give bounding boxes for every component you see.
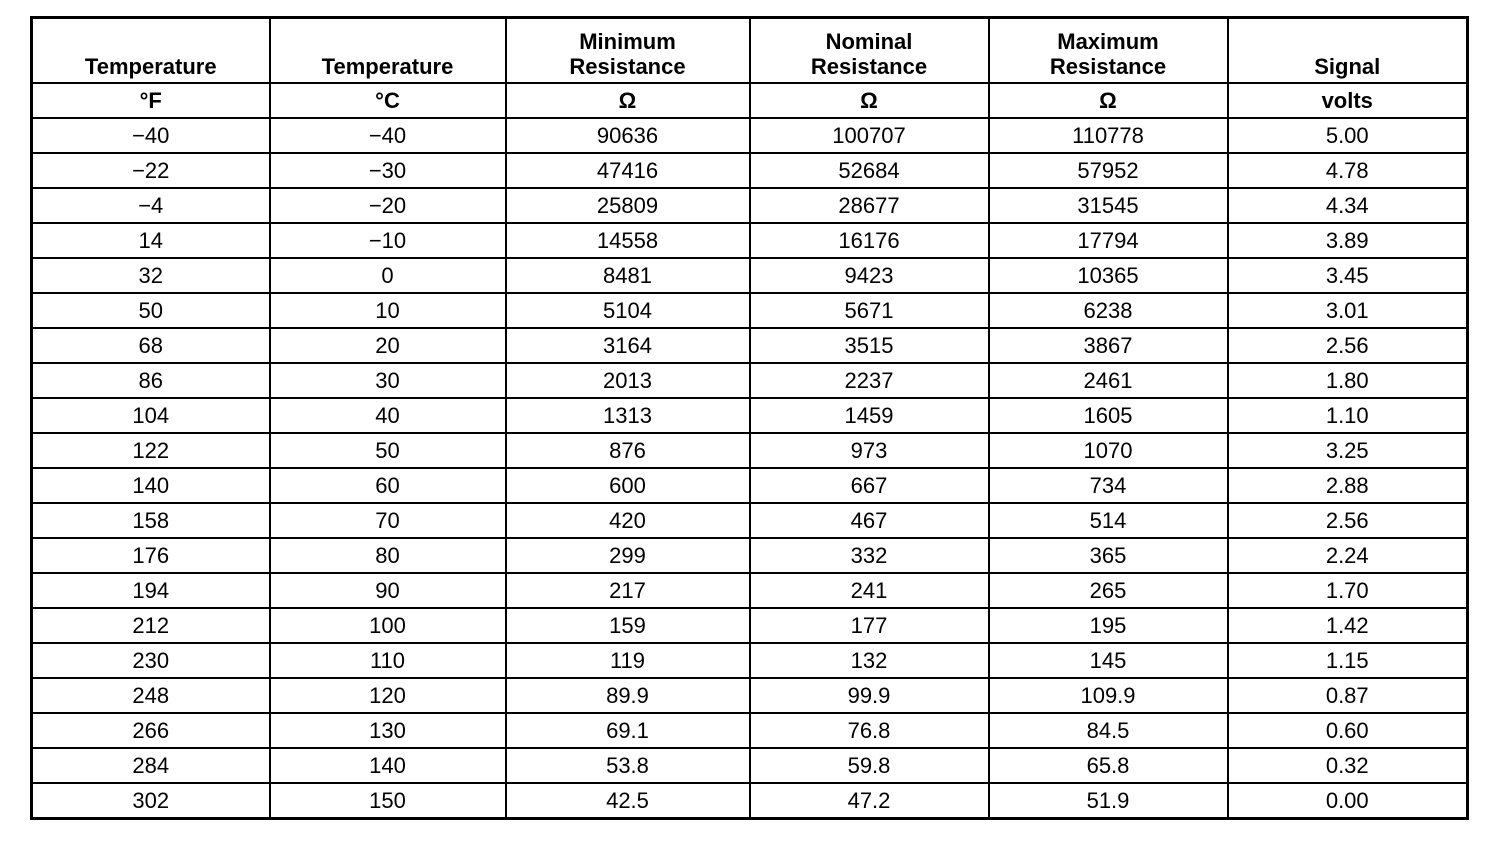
temp-c-cell: 150 xyxy=(270,783,506,819)
signal-cell: 1.10 xyxy=(1228,398,1468,433)
table-row xyxy=(32,258,1468,293)
header-signal xyxy=(1228,18,1468,84)
header-maximum-resistance xyxy=(989,18,1228,84)
table-row xyxy=(32,538,1468,573)
signal-cell: 3.25 xyxy=(1228,433,1468,468)
min-resistance-cell: 420 xyxy=(506,503,750,538)
min-resistance-cell: 1313 xyxy=(506,398,750,433)
unit-volts: volts xyxy=(1228,83,1468,118)
min-resistance-cell: 8481 xyxy=(506,258,750,293)
temp-c-cell: 70 xyxy=(270,503,506,538)
temp-f-cell: 14 xyxy=(32,223,270,258)
table-row xyxy=(32,713,1468,748)
signal-cell: 5.00 xyxy=(1228,118,1468,153)
header-row xyxy=(32,18,1468,84)
temp-c-cell: 10 xyxy=(270,293,506,328)
temp-f-cell: 266 xyxy=(32,713,270,748)
table-row xyxy=(32,398,1468,433)
temp-f-cell: 158 xyxy=(32,503,270,538)
table-row xyxy=(32,118,1468,153)
signal-cell: 4.34 xyxy=(1228,188,1468,223)
min-resistance-cell: 53.8 xyxy=(506,748,750,783)
header-text: Nominal xyxy=(825,29,913,54)
header-text: Resistance xyxy=(810,54,928,79)
temp-c-cell: 60 xyxy=(270,468,506,503)
temp-f-cell: 122 xyxy=(32,433,270,468)
signal-cell: 2.56 xyxy=(1228,328,1468,363)
min-resistance-cell: 89.9 xyxy=(506,678,750,713)
signal-cell: 3.45 xyxy=(1228,258,1468,293)
min-resistance-cell: 2013 xyxy=(506,363,750,398)
resistance-table xyxy=(30,16,1469,820)
max-resistance-cell: 51.9 xyxy=(989,783,1228,819)
temp-c-cell: 80 xyxy=(270,538,506,573)
unit-ohm-max: Ω xyxy=(989,83,1228,118)
temp-f-cell: 50 xyxy=(32,293,270,328)
max-resistance-cell: 6238 xyxy=(989,293,1228,328)
max-resistance-cell: 109.9 xyxy=(989,678,1228,713)
temp-c-cell: 120 xyxy=(270,678,506,713)
nominal-resistance-cell: 59.8 xyxy=(750,748,989,783)
signal-cell: 0.87 xyxy=(1228,678,1468,713)
nominal-resistance-cell: 28677 xyxy=(750,188,989,223)
nominal-resistance-cell: 99.9 xyxy=(750,678,989,713)
header-text: Resistance xyxy=(1049,54,1167,79)
temp-c-cell: 90 xyxy=(270,573,506,608)
temp-f-cell: 230 xyxy=(32,643,270,678)
unit-ohm-nominal: Ω xyxy=(750,83,989,118)
nominal-resistance-cell: 5671 xyxy=(750,293,989,328)
temp-f-cell: −22 xyxy=(32,153,270,188)
table-row xyxy=(32,328,1468,363)
nominal-resistance-cell: 132 xyxy=(750,643,989,678)
temp-c-cell: 50 xyxy=(270,433,506,468)
temp-f-cell: −4 xyxy=(32,188,270,223)
header-minimum-resistance xyxy=(506,18,750,84)
min-resistance-cell: 119 xyxy=(506,643,750,678)
temp-c-cell: 30 xyxy=(270,363,506,398)
temp-c-cell: −20 xyxy=(270,188,506,223)
max-resistance-cell: 110778 xyxy=(989,118,1228,153)
signal-cell: 2.24 xyxy=(1228,538,1468,573)
min-resistance-cell: 90636 xyxy=(506,118,750,153)
temp-c-cell: −10 xyxy=(270,223,506,258)
max-resistance-cell: 1070 xyxy=(989,433,1228,468)
table-row xyxy=(32,678,1468,713)
signal-cell: 1.42 xyxy=(1228,608,1468,643)
nominal-resistance-cell: 667 xyxy=(750,468,989,503)
table-row xyxy=(32,223,1468,258)
temp-c-cell: 130 xyxy=(270,713,506,748)
max-resistance-cell: 17794 xyxy=(989,223,1228,258)
min-resistance-cell: 299 xyxy=(506,538,750,573)
unit-ohm-min: Ω xyxy=(506,83,750,118)
min-resistance-cell: 600 xyxy=(506,468,750,503)
table-row xyxy=(32,433,1468,468)
max-resistance-cell: 265 xyxy=(989,573,1228,608)
header-temperature-c xyxy=(270,18,506,84)
temp-f-cell: 176 xyxy=(32,538,270,573)
temp-c-cell: 100 xyxy=(270,608,506,643)
nominal-resistance-cell: 16176 xyxy=(750,223,989,258)
max-resistance-cell: 734 xyxy=(989,468,1228,503)
temp-c-cell: −40 xyxy=(270,118,506,153)
temp-f-cell: 68 xyxy=(32,328,270,363)
table-row xyxy=(32,573,1468,608)
nominal-resistance-cell: 332 xyxy=(750,538,989,573)
header-text: Maximum xyxy=(1057,29,1159,54)
temp-f-cell: 104 xyxy=(32,398,270,433)
unit-celsius: °C xyxy=(270,83,506,118)
min-resistance-cell: 47416 xyxy=(506,153,750,188)
nominal-resistance-cell: 100707 xyxy=(750,118,989,153)
nominal-resistance-cell: 1459 xyxy=(750,398,989,433)
temp-c-cell: −30 xyxy=(270,153,506,188)
max-resistance-cell: 65.8 xyxy=(989,748,1228,783)
header-text: Resistance xyxy=(569,54,686,79)
table-row xyxy=(32,643,1468,678)
max-resistance-cell: 84.5 xyxy=(989,713,1228,748)
min-resistance-cell: 3164 xyxy=(506,328,750,363)
max-resistance-cell: 514 xyxy=(989,503,1228,538)
signal-cell: 2.56 xyxy=(1228,503,1468,538)
temp-c-cell: 0 xyxy=(270,258,506,293)
temp-f-cell: 284 xyxy=(32,748,270,783)
table-row xyxy=(32,503,1468,538)
max-resistance-cell: 2461 xyxy=(989,363,1228,398)
min-resistance-cell: 14558 xyxy=(506,223,750,258)
min-resistance-cell: 42.5 xyxy=(506,783,750,819)
signal-cell: 0.00 xyxy=(1228,783,1468,819)
nominal-resistance-cell: 467 xyxy=(750,503,989,538)
temp-c-cell: 40 xyxy=(270,398,506,433)
signal-cell: 0.32 xyxy=(1228,748,1468,783)
header-text: Temperature xyxy=(321,54,454,79)
table-row xyxy=(32,153,1468,188)
header-text: Signal xyxy=(1314,54,1381,79)
header-temperature-f xyxy=(32,18,270,84)
table-row xyxy=(32,748,1468,783)
table-body xyxy=(32,118,1468,819)
temp-c-cell: 110 xyxy=(270,643,506,678)
nominal-resistance-cell: 76.8 xyxy=(750,713,989,748)
table-row xyxy=(32,608,1468,643)
min-resistance-cell: 217 xyxy=(506,573,750,608)
table-row xyxy=(32,468,1468,503)
max-resistance-cell: 195 xyxy=(989,608,1228,643)
table-row xyxy=(32,363,1468,398)
nominal-resistance-cell: 2237 xyxy=(750,363,989,398)
temp-f-cell: 32 xyxy=(32,258,270,293)
table-row xyxy=(32,293,1468,328)
nominal-resistance-cell: 177 xyxy=(750,608,989,643)
signal-cell: 0.60 xyxy=(1228,713,1468,748)
nominal-resistance-cell: 3515 xyxy=(750,328,989,363)
nominal-resistance-cell: 241 xyxy=(750,573,989,608)
max-resistance-cell: 57952 xyxy=(989,153,1228,188)
max-resistance-cell: 365 xyxy=(989,538,1228,573)
signal-cell: 4.78 xyxy=(1228,153,1468,188)
temp-c-cell: 20 xyxy=(270,328,506,363)
nominal-resistance-cell: 52684 xyxy=(750,153,989,188)
nominal-resistance-cell: 47.2 xyxy=(750,783,989,819)
nominal-resistance-cell: 9423 xyxy=(750,258,989,293)
max-resistance-cell: 31545 xyxy=(989,188,1228,223)
signal-cell: 3.89 xyxy=(1228,223,1468,258)
max-resistance-cell: 1605 xyxy=(989,398,1228,433)
temp-f-cell: 212 xyxy=(32,608,270,643)
header-nominal-resistance xyxy=(750,18,989,84)
temp-f-cell: 140 xyxy=(32,468,270,503)
min-resistance-cell: 69.1 xyxy=(506,713,750,748)
min-resistance-cell: 25809 xyxy=(506,188,750,223)
max-resistance-cell: 145 xyxy=(989,643,1228,678)
max-resistance-cell: 10365 xyxy=(989,258,1228,293)
min-resistance-cell: 876 xyxy=(506,433,750,468)
min-resistance-cell: 159 xyxy=(506,608,750,643)
unit-fahrenheit: °F xyxy=(32,83,270,118)
signal-cell: 3.01 xyxy=(1228,293,1468,328)
temp-f-cell: 248 xyxy=(32,678,270,713)
temp-f-cell: 86 xyxy=(32,363,270,398)
signal-cell: 1.70 xyxy=(1228,573,1468,608)
units-row xyxy=(32,83,1468,118)
header-text: Temperature xyxy=(84,54,217,79)
temp-f-cell: 194 xyxy=(32,573,270,608)
temp-c-cell: 140 xyxy=(270,748,506,783)
min-resistance-cell: 5104 xyxy=(506,293,750,328)
temp-f-cell: −40 xyxy=(32,118,270,153)
signal-cell: 1.15 xyxy=(1228,643,1468,678)
max-resistance-cell: 3867 xyxy=(989,328,1228,363)
temp-f-cell: 302 xyxy=(32,783,270,819)
nominal-resistance-cell: 973 xyxy=(750,433,989,468)
signal-cell: 1.80 xyxy=(1228,363,1468,398)
table-row xyxy=(32,783,1468,819)
table-row xyxy=(32,188,1468,223)
signal-cell: 2.88 xyxy=(1228,468,1468,503)
header-text: Minimum xyxy=(579,29,676,54)
